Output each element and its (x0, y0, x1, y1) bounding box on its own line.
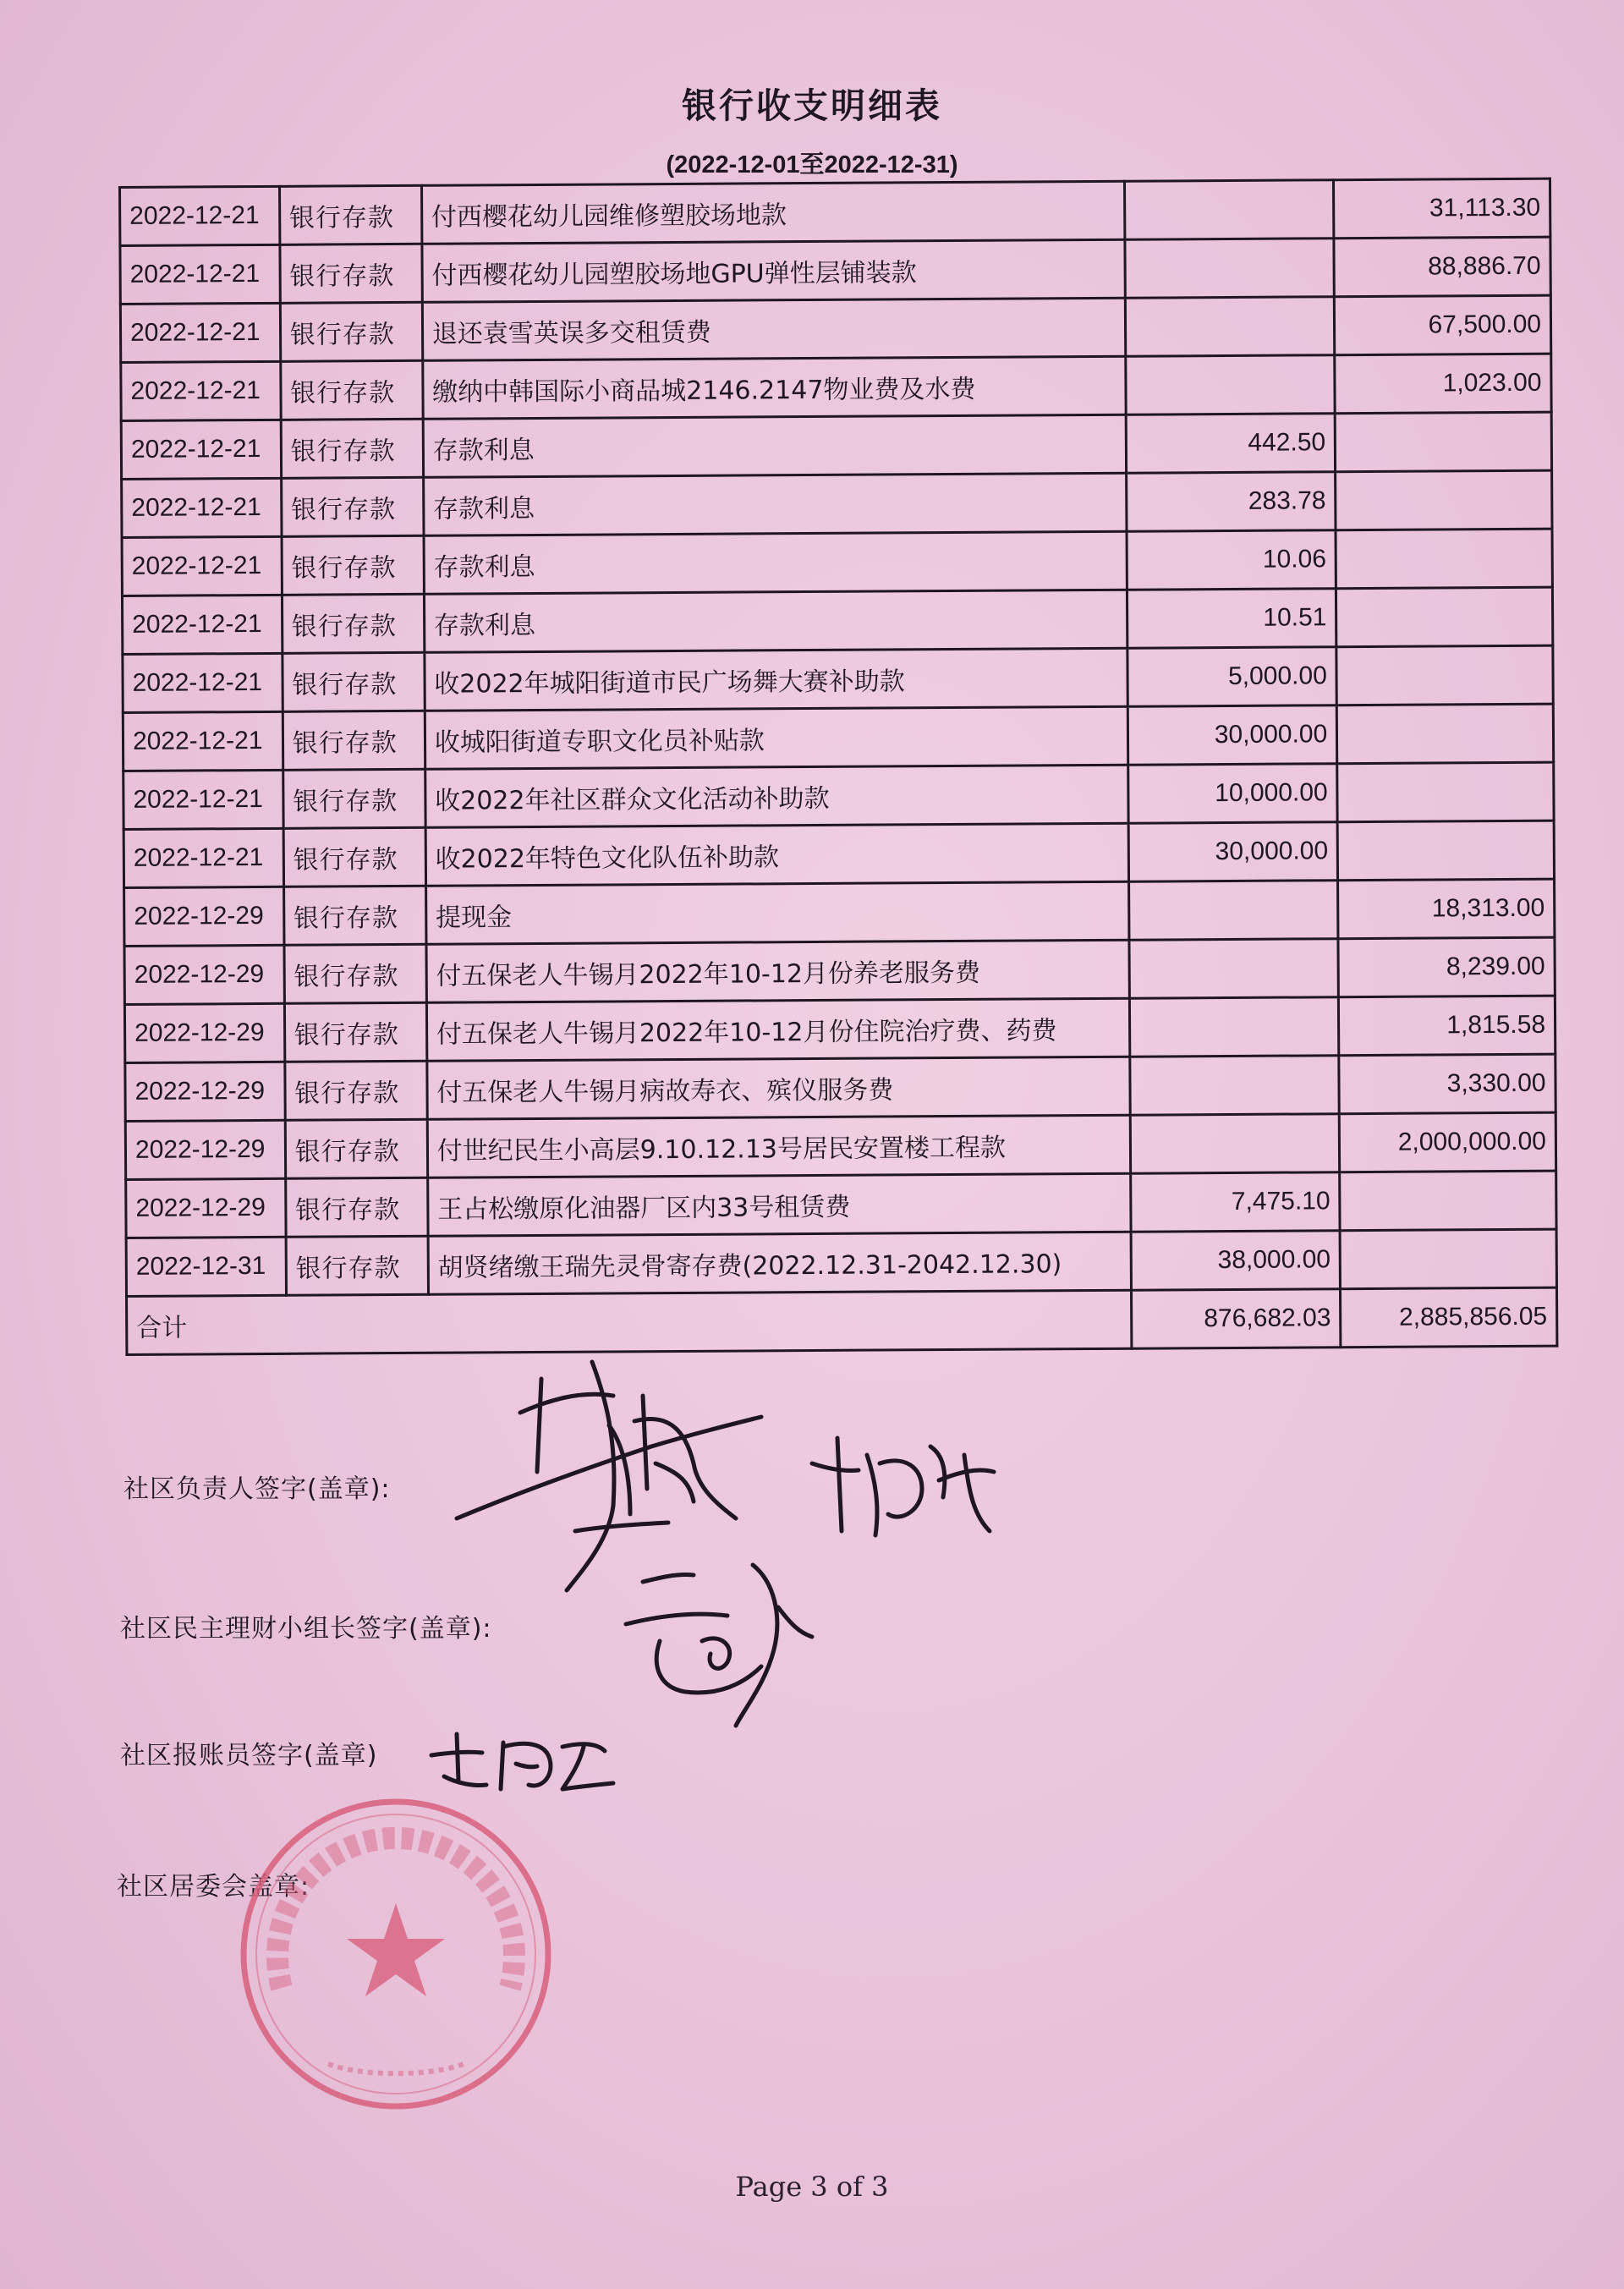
table-row (126, 1171, 1556, 1238)
table-row (122, 529, 1552, 596)
ledger-table (118, 178, 1558, 1356)
row-expense (1336, 587, 1553, 647)
row-account: 银行存款 (281, 477, 423, 536)
row-account: 银行存款 (283, 769, 425, 828)
table-row (124, 879, 1555, 946)
row-income: 38,000.00 (1131, 1231, 1341, 1291)
row-description: 缴纳中韩国际小商品城2146.2147物业费及水费 (423, 356, 1126, 419)
table-row (125, 1054, 1555, 1121)
row-date: 2022-12-21 (122, 478, 282, 537)
row-expense (1340, 1229, 1556, 1289)
row-account: 银行存款 (279, 185, 421, 244)
row-description: 付五保老人牛锡月病故寿衣、殡仪服务费 (427, 1057, 1130, 1119)
second-leader-signature (795, 1430, 1015, 1556)
row-date: 2022-12-29 (125, 1062, 285, 1121)
row-expense: 8,239.00 (1338, 937, 1555, 997)
finance-group-signature (609, 1548, 820, 1734)
row-income: 283.78 (1126, 472, 1336, 532)
row-date: 2022-12-21 (120, 186, 280, 245)
row-income: 30,000.00 (1128, 822, 1338, 882)
row-date: 2022-12-29 (124, 1003, 284, 1062)
row-description: 王占松缴原化油器厂区内33号租赁费 (427, 1173, 1130, 1236)
accountant-signature (423, 1717, 617, 1802)
table-row (121, 354, 1551, 420)
table-row (122, 470, 1552, 537)
row-description: 存款利息 (423, 414, 1126, 477)
table-row (123, 704, 1553, 771)
row-income: 442.50 (1126, 414, 1336, 474)
totals-income: 876,682.03 (1131, 1289, 1341, 1349)
row-expense (1336, 470, 1552, 530)
row-expense: 31,113.30 (1334, 178, 1550, 239)
committee-seal (235, 1793, 557, 2115)
row-description: 胡贤绪缴王瑞先灵骨寄存费(2022.12.31-2042.12.30) (428, 1232, 1131, 1294)
row-expense (1336, 529, 1552, 589)
row-income (1124, 180, 1334, 240)
row-income (1130, 1056, 1340, 1116)
row-income: 30,000.00 (1127, 705, 1337, 766)
table-row (120, 295, 1550, 362)
leader-signature-label: 社区负责人签字(盖章): (123, 1474, 391, 1504)
row-description: 存款利息 (424, 590, 1127, 652)
row-account: 银行存款 (282, 535, 424, 595)
row-description: 付世纪民生小高层9.10.12.13号居民安置楼工程款 (427, 1115, 1130, 1177)
row-description: 付五保老人牛锡月2022年10-12月份住院治疗费、药费 (426, 998, 1129, 1061)
row-expense: 67,500.00 (1335, 295, 1551, 355)
row-account: 银行存款 (285, 1119, 427, 1178)
row-date: 2022-12-21 (122, 595, 282, 654)
table-row (124, 996, 1555, 1062)
row-account: 银行存款 (284, 1002, 426, 1062)
row-date: 2022-12-21 (123, 828, 283, 887)
row-description: 退还袁雪英误多交租赁费 (422, 298, 1125, 360)
row-expense: 18,313.00 (1338, 879, 1555, 939)
table-row (120, 178, 1550, 245)
row-account: 银行存款 (285, 1177, 427, 1237)
row-description: 提现金 (425, 881, 1128, 944)
row-date: 2022-12-29 (126, 1178, 286, 1238)
row-account: 银行存款 (283, 652, 425, 711)
row-account: 银行存款 (280, 244, 422, 303)
row-income: 10.51 (1127, 589, 1336, 649)
row-date: 2022-12-29 (124, 945, 284, 1004)
row-income (1125, 297, 1335, 357)
row-expense: 3,330.00 (1339, 1054, 1555, 1114)
row-expense: 2,000,000.00 (1339, 1112, 1555, 1172)
row-income (1126, 355, 1336, 415)
row-date: 2022-12-21 (123, 653, 283, 712)
table-row (124, 937, 1555, 1004)
row-income (1125, 239, 1335, 299)
row-date: 2022-12-21 (120, 303, 280, 362)
row-date: 2022-12-29 (125, 1120, 285, 1179)
row-account: 银行存款 (282, 594, 424, 653)
row-description: 付西樱花幼儿园维修塑胶场地款 (421, 181, 1124, 244)
totals-label: 合计 (127, 1290, 1132, 1354)
row-expense: 88,886.70 (1334, 237, 1550, 297)
row-date: 2022-12-21 (121, 361, 281, 420)
row-expense (1337, 821, 1554, 881)
row-date: 2022-12-21 (123, 770, 283, 829)
row-description: 存款利息 (423, 473, 1126, 535)
row-description: 付西樱花幼儿园塑胶场地GPU弹性层铺装款 (422, 239, 1125, 302)
row-account: 银行存款 (280, 360, 422, 420)
accountant-signature-label: 社区报账员签字(盖章) (120, 1741, 378, 1770)
table-row (120, 237, 1550, 304)
table-row (123, 645, 1553, 712)
row-description: 收2022年社区群众文化活动补助款 (425, 765, 1127, 827)
row-account: 银行存款 (283, 827, 425, 887)
document-period: (2022-12-01至2022-12-31) (666, 151, 958, 178)
row-expense (1337, 704, 1554, 764)
row-date: 2022-12-21 (122, 536, 282, 596)
row-account: 银行存款 (286, 1236, 428, 1295)
row-description: 存款利息 (424, 531, 1127, 594)
row-income: 7,475.10 (1130, 1172, 1340, 1232)
row-description: 付五保老人牛锡月2022年10-12月份养老服务费 (426, 940, 1129, 1002)
row-date: 2022-12-29 (124, 887, 284, 946)
row-account: 银行存款 (281, 419, 423, 478)
row-description: 收城阳街道专职文化员补贴款 (425, 706, 1127, 769)
ledger-body (120, 178, 1557, 1296)
table-row (123, 821, 1554, 887)
row-description: 收2022年特色文化队伍补助款 (425, 823, 1128, 886)
row-expense (1335, 412, 1551, 472)
document-title: 银行收支明细表 (682, 85, 942, 126)
totals-expense: 2,885,856.05 (1341, 1287, 1557, 1348)
row-description: 收2022年城阳街道市民广场舞大赛补助款 (425, 648, 1127, 711)
row-account: 银行存款 (280, 302, 422, 361)
row-income (1128, 881, 1338, 941)
table-row (121, 412, 1551, 479)
row-expense (1340, 1171, 1556, 1231)
row-expense (1337, 762, 1554, 822)
row-income (1129, 997, 1339, 1057)
table-row (126, 1229, 1556, 1296)
row-account: 银行存款 (285, 1061, 427, 1120)
row-account: 银行存款 (283, 886, 425, 945)
row-income: 5,000.00 (1127, 647, 1337, 707)
row-income (1129, 939, 1339, 999)
table-row (122, 587, 1552, 654)
row-date: 2022-12-21 (123, 711, 283, 771)
row-income (1130, 1114, 1340, 1174)
row-income: 10.06 (1127, 530, 1336, 590)
row-date: 2022-12-21 (121, 420, 281, 479)
row-date: 2022-12-31 (126, 1237, 286, 1296)
committee-seal-label: 社区居委会盖章: (117, 1872, 310, 1902)
row-income: 10,000.00 (1128, 764, 1338, 824)
table-row (123, 762, 1554, 829)
row-account: 银行存款 (283, 711, 425, 770)
row-expense: 1,023.00 (1335, 354, 1551, 414)
row-account: 银行存款 (284, 944, 426, 1003)
totals-row (127, 1287, 1557, 1354)
page-footer: Page 3 of 3 (735, 2171, 889, 2203)
row-expense (1336, 645, 1553, 705)
row-date: 2022-12-21 (120, 244, 280, 304)
finance-group-signature-label: 社区民主理财小组长签字(盖章): (120, 1614, 492, 1644)
table-row (125, 1112, 1555, 1179)
row-expense: 1,815.58 (1339, 996, 1555, 1056)
